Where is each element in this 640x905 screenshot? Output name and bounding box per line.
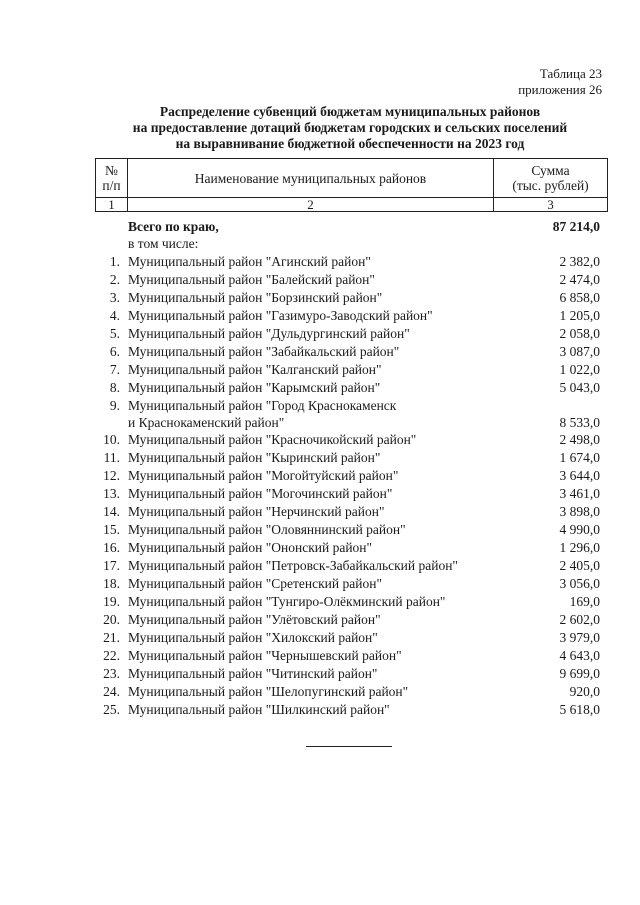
row-number: 9. — [109, 398, 120, 413]
col-num-header-line1: № — [105, 163, 118, 178]
row-value: 3 056,0 — [559, 576, 600, 591]
row-number: 19. — [103, 594, 120, 609]
title-line-3: на выравнивание бюджетной обеспеченности на 2023 год — [175, 136, 525, 151]
row-value: 2 498,0 — [559, 432, 600, 447]
row-value: 3 898,0 — [559, 504, 600, 519]
col-num-header — [96, 159, 128, 198]
row-name: Муниципальный район "Карымский район" — [128, 380, 381, 395]
col-sum-header-line1: Сумма — [531, 163, 570, 178]
row-name: Муниципальный район "Агинский район" — [128, 254, 371, 269]
row-name: Муниципальный район "Сретенский район" — [128, 576, 382, 591]
col-index-3: 3 — [494, 198, 608, 212]
row-value: 5 043,0 — [559, 380, 600, 395]
row-name: и Краснокаменский район" — [128, 415, 285, 430]
row-name: Муниципальный район "Улётовский район" — [128, 612, 381, 627]
row-number: 12. — [103, 468, 120, 483]
row-name: Муниципальный район "Нерчинский район" — [128, 504, 385, 519]
row-number: 7. — [109, 362, 120, 377]
row-number: 25. — [103, 702, 120, 717]
row-number: 4. — [109, 308, 120, 323]
col-num-header-line2: п/п — [102, 178, 121, 193]
row-value: 3 087,0 — [559, 344, 600, 359]
title-line-1: Распределение субвенций бюджетам муниципальных районов — [159, 104, 541, 119]
table-number: Таблица 23 — [539, 66, 602, 81]
row-value: 3 461,0 — [559, 486, 600, 501]
row-name: Муниципальный район "Читинский район" — [128, 666, 378, 681]
row-number: 21. — [103, 630, 120, 645]
row-number: 1. — [109, 254, 120, 269]
row-value: 4 990,0 — [559, 522, 600, 537]
row-number: 6. — [109, 344, 120, 359]
document-title — [60, 104, 640, 152]
end-rule — [306, 746, 392, 747]
row-name: Муниципальный район "Город Краснокаменск — [128, 398, 397, 413]
row-number: 22. — [103, 648, 120, 663]
table-header — [95, 158, 608, 212]
total-label: Всего по краю, — [128, 219, 219, 234]
col-index-2: 2 — [128, 198, 494, 212]
row-name: Муниципальный район "Шилкинский район" — [128, 702, 390, 717]
col-sum-header — [494, 159, 608, 198]
row-name: Муниципальный район "Забайкальский район" — [128, 344, 400, 359]
row-name: Муниципальный район "Красночикойский район" — [128, 432, 417, 447]
col-index-1: 1 — [96, 198, 128, 212]
row-value: 2 602,0 — [559, 612, 600, 627]
row-value: 920,0 — [569, 684, 600, 699]
table-reference — [518, 66, 602, 98]
row-value: 1 205,0 — [559, 308, 600, 323]
row-number: 8. — [109, 380, 120, 395]
appendix-number: приложения 26 — [518, 82, 602, 97]
row-value: 2 405,0 — [559, 558, 600, 573]
row-value: 6 858,0 — [559, 290, 600, 305]
row-name: Муниципальный район "Борзинский район" — [128, 290, 383, 305]
row-number: 24. — [103, 684, 120, 699]
row-number: 3. — [109, 290, 120, 305]
row-name: Муниципальный район "Балейский район" — [128, 272, 375, 287]
row-name: Муниципальный район "Чернышевский район" — [128, 648, 402, 663]
row-value: 4 643,0 — [559, 648, 600, 663]
row-name: Муниципальный район "Калганский район" — [128, 362, 382, 377]
row-number: 18. — [103, 576, 120, 591]
row-name: Муниципальный район "Оловяннинский район" — [128, 522, 406, 537]
row-value: 1 674,0 — [559, 450, 600, 465]
total-value: 87 214,0 — [552, 219, 600, 234]
row-number: 5. — [109, 326, 120, 341]
row-number: 2. — [109, 272, 120, 287]
row-value: 2 474,0 — [559, 272, 600, 287]
row-name: Муниципальный район "Могойтуйский район" — [128, 468, 399, 483]
row-name: Муниципальный район "Кыринский район" — [128, 450, 381, 465]
col-sum-header-line2: (тыс. рублей) — [512, 178, 589, 193]
row-value: 169,0 — [569, 594, 600, 609]
row-value: 1 022,0 — [559, 362, 600, 377]
row-value: 3 979,0 — [559, 630, 600, 645]
row-name: Муниципальный район "Хилокский район" — [128, 630, 378, 645]
row-name: Муниципальный район "Могочинский район" — [128, 486, 393, 501]
including-label: в том числе: — [128, 236, 199, 251]
row-number: 16. — [103, 540, 120, 555]
col-name-header: Наименование муниципальных районов — [128, 159, 494, 198]
row-name: Муниципальный район "Газимуро-Заводский район" — [128, 308, 433, 323]
row-value: 1 296,0 — [559, 540, 600, 555]
row-value: 3 644,0 — [559, 468, 600, 483]
row-name: Муниципальный район "Шелопугинский район" — [128, 684, 409, 699]
row-name: Муниципальный район "Петровск-Забайкальский район" — [128, 558, 458, 573]
row-number: 17. — [103, 558, 120, 573]
row-number: 23. — [103, 666, 120, 681]
row-number: 13. — [103, 486, 120, 501]
row-value: 2 058,0 — [559, 326, 600, 341]
row-value: 2 382,0 — [559, 254, 600, 269]
row-value: 8 533,0 — [559, 415, 600, 430]
row-value: 9 699,0 — [559, 666, 600, 681]
row-number: 15. — [103, 522, 120, 537]
row-number: 20. — [103, 612, 120, 627]
row-number: 14. — [103, 504, 120, 519]
row-name: Муниципальный район "Дульдургинский район" — [128, 326, 410, 341]
row-name: Муниципальный район "Тунгиро-Олёкминский район" — [128, 594, 446, 609]
title-line-2: на предоставление дотаций бюджетам городских и сельских поселений — [132, 120, 568, 135]
row-number: 11. — [103, 450, 120, 465]
row-number: 10. — [103, 432, 120, 447]
row-name: Муниципальный район "Ононский район" — [128, 540, 373, 555]
row-value: 5 618,0 — [559, 702, 600, 717]
